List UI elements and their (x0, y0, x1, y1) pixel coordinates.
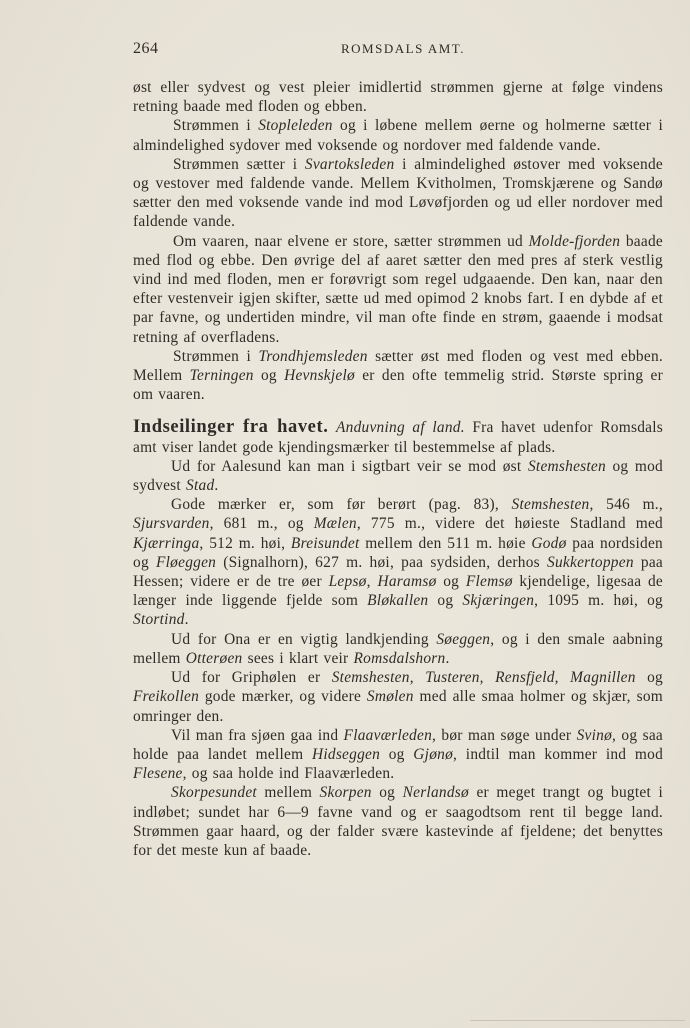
paragraph-4 (133, 232, 663, 347)
place-name: Godø (531, 534, 567, 552)
place-name: Hidseggen (311, 745, 381, 763)
text-run: paa nordsiden og (133, 534, 663, 571)
text-run: , bør man søge under (432, 726, 577, 744)
paragraph-1 (133, 78, 663, 116)
place-name: Stad (186, 477, 215, 495)
text-run: og (371, 784, 403, 802)
text-run: . (214, 477, 219, 495)
text-run: , og i den smale aabning mellem (133, 630, 663, 667)
text-run: sees i klart veir (242, 649, 354, 667)
text-run: mellem (256, 784, 320, 802)
place-name: Hevnskjelø (284, 367, 355, 385)
text-run: og (428, 592, 463, 610)
place-name: Molde-fjorden (528, 232, 621, 250)
text-run: , og saa holde ind Flaaværleden. (182, 765, 395, 783)
page-number: 264 (133, 40, 159, 57)
paragraph-11 (133, 726, 663, 784)
text-run: Ud for Griphølen er (171, 669, 332, 687)
text-run: , 681 m., og (209, 515, 314, 533)
paragraph-8 (133, 495, 663, 629)
section-heading: Indseilinger fra havet. (133, 417, 329, 438)
place-name: Bløkallen (367, 592, 429, 610)
place-name: Stopleleden (258, 117, 333, 135)
place-name: Trondhjemsleden (258, 347, 368, 365)
text-run: , 1095 m. høi, og (534, 592, 664, 610)
text-run: er meget trangt og bugtet i indløbet; sundet har 6—9 favne vand og er saagodtsom rent til begge land. Strømmen gaar haard, og der falder svære kastevinde af fjeldene; det benyttes for det meste kun af baade. (133, 784, 663, 859)
text-run: i almindelighed østover med voksende og vestover med faldende vande. Mellem Kvitholmen, Tromskjærene og Sandø sætter den med voksende vande ind mod Løvøfjorden og ud eller nordover med faldende vande. (133, 155, 663, 231)
text-run: og (253, 367, 285, 385)
place-name: Kjærringa (133, 534, 200, 552)
section-paragraph (133, 418, 663, 456)
text-run: kjendelige, ligesaa de længer inde liggende fjelde som (133, 573, 664, 610)
place-name: Stemshesten (511, 496, 590, 514)
place-name: Stortind (133, 611, 185, 629)
text-run: paa Hessen; videre er de tre øer (133, 553, 663, 591)
place-name: Otterøen (185, 649, 243, 667)
paragraph-5 (133, 347, 663, 405)
text-run: Strømmen i (173, 117, 259, 135)
place-name: Nerlandsø (402, 784, 469, 802)
place-name: Terningen (189, 367, 254, 385)
place-name: Fløeggen (155, 553, 217, 571)
text-run: Strømmen i (173, 347, 259, 365)
place-name: Haramsø (377, 573, 437, 591)
paragraph-7 (133, 457, 663, 495)
place-name: Stemshesten, Tusteren, Rensfjeld, Magnillen (331, 669, 636, 687)
place-name: Svinø (576, 726, 613, 744)
page-header (133, 40, 663, 60)
section-subheading: Anduvning af land. (335, 419, 465, 437)
place-name: Flaaværleden (343, 726, 433, 744)
text-run: gode mærker, og videre (199, 688, 367, 706)
place-name: Mælen (313, 515, 357, 533)
body-text (133, 78, 663, 860)
text-run: og i løbene mellem øerne og holmerne sætter i almindelighed sydover med voksende og nordover med faldende vande. (133, 117, 663, 154)
text-run: (Signalhorn), 627 m. høi, paa sydsiden, derhos (216, 553, 548, 571)
text-run: , 546 m., (589, 496, 663, 514)
paragraph-2 (133, 116, 663, 154)
text-run: , (366, 573, 378, 591)
place-name: Stemshesten (527, 457, 606, 475)
text-run: og (380, 745, 414, 763)
paragraph-10 (133, 668, 663, 726)
text-run: sætter øst med floden og vest med ebben. Mellem (133, 347, 663, 385)
paragraph-9 (133, 630, 663, 668)
text-run: Om vaaren, naar elvene er store, sætter strømmen ud (173, 232, 529, 250)
text-run: , 775 m., videre det høieste Stadland med (356, 515, 663, 533)
text-run: . (445, 649, 450, 667)
text-run: Vil man fra sjøen gaa ind (171, 726, 344, 744)
text-run: Strømmen sætter i (173, 155, 305, 173)
place-name: Flesene (133, 765, 183, 783)
text-run: , indtil man kommer ind mod (453, 745, 664, 763)
paragraph-1-text: øst eller sydvest og vest pleier imidlertid strømmen gjerne at følge vindens retning baade med floden og ebben. (133, 79, 663, 116)
place-name: Gjønø (413, 745, 454, 763)
text-run: Ud for Ona er en vigtig landkjending (171, 630, 437, 648)
place-name: Lepsø (328, 573, 367, 591)
place-name: Sjursvarden (133, 515, 210, 533)
text-run: og mod sydvest (133, 457, 663, 495)
text-run: Ud for Aalesund kan man i sigtbart veir se mod øst (171, 457, 528, 475)
place-name: Sukkertoppen (547, 553, 634, 571)
page-edge-line (470, 1020, 685, 1021)
text-run: Fra havet udenfor Romsdals amt viser landet gode kjendingsmærker til bestemmelse af plads. (133, 419, 663, 456)
paragraph-3 (133, 155, 663, 232)
place-name: Breisundet (290, 534, 360, 552)
running-head: ROMSDALS AMT. (341, 41, 466, 56)
place-name: Søeggen (436, 630, 491, 648)
text-run: er den ofte temmelig strid. Største spring er om vaaren. (133, 367, 663, 404)
text-run: baade med flod og ebbe. Den øvrige del af aaret sætter den med pres af sterk vestlig vind ind med floden, men er forøvrigt som regel udgaaende. Den kan, naar den efter vestenveir igjen skifter, sætte ud med opimod 2 knobs fart. I en dybde af et par favne, og undertiden mindre, vil man ofte finde en strøm, gaaende i modsat retning af overfladens. (133, 232, 663, 346)
text-run: , og saa holde paa landet mellem (133, 726, 663, 763)
place-name: Skorpesundet (171, 784, 257, 802)
section-gap (133, 404, 663, 418)
place-name: Freikollen (133, 688, 200, 706)
text-run: og (436, 573, 466, 591)
place-name: Romsdalshorn (353, 649, 446, 667)
place-name: Skjæringen (462, 592, 535, 610)
text-run: mellem den 511 m. høie (359, 534, 532, 552)
text-run: Gode mærker er, som før berørt (pag. 83), (171, 496, 512, 514)
text-run: med alle smaa holmer og skjær, som omringer den. (133, 688, 663, 725)
place-name: Flemsø (465, 573, 513, 591)
place-name: Smølen (366, 688, 414, 706)
place-name: Svartoksleden (304, 155, 395, 173)
paragraph-12 (133, 783, 663, 860)
text-run: , 512 m. høi, (199, 534, 291, 552)
text-run: og (635, 669, 663, 687)
place-name: Skorpen (319, 784, 372, 802)
text-run: . (184, 611, 189, 629)
